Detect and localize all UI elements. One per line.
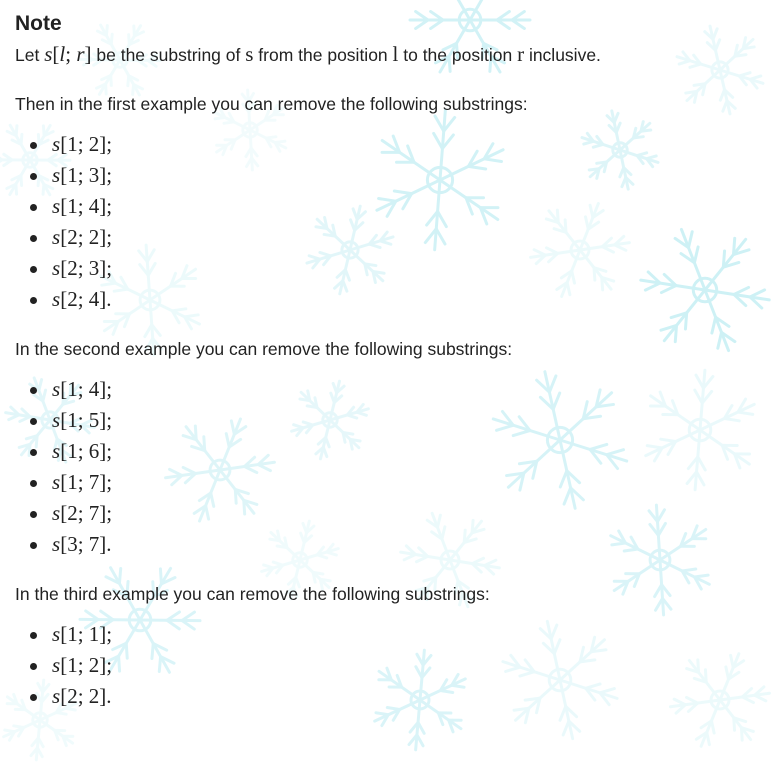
range-end: 3 (88, 256, 100, 280)
list-item (15, 529, 775, 560)
range-start: 1 (67, 377, 78, 401)
range-start: 1 (67, 163, 78, 187)
substring-list (15, 129, 775, 315)
substring-range: s[2; 4]. (52, 287, 112, 311)
range-end: 4 (88, 194, 100, 218)
bullet-icon (30, 266, 37, 273)
list-punctuation: ; (106, 256, 113, 280)
substring-notation: s[l; r] (44, 42, 92, 66)
range-end: 6 (88, 439, 100, 463)
substring-range: s[2; 7]; (52, 501, 113, 525)
list-item (15, 253, 775, 284)
substring-range: s[2; 2]; (52, 225, 113, 249)
substring-range: s[2; 2]. (52, 684, 112, 708)
range-end: 7 (88, 501, 100, 525)
bullet-icon (30, 632, 37, 639)
range-end: 2 (88, 225, 100, 249)
list-item (15, 374, 775, 405)
list-item (15, 191, 775, 222)
list-item (15, 467, 775, 498)
list-punctuation: ; (106, 377, 113, 401)
note-section (15, 10, 775, 712)
range-end: 4 (88, 377, 100, 401)
list-item (15, 619, 775, 650)
bullet-icon (30, 204, 37, 211)
list-punctuation: ; (106, 439, 113, 463)
range-start: 1 (67, 653, 78, 677)
list-item (15, 405, 775, 436)
list-punctuation: ; (106, 470, 113, 494)
list-item (15, 284, 775, 315)
substring-range: s[1; 2]; (52, 653, 113, 677)
example-heading: In the third example you can remove the following substrings: (15, 584, 490, 604)
bullet-icon (30, 663, 37, 670)
list-punctuation: ; (106, 622, 113, 646)
bullet-icon (30, 542, 37, 549)
list-item (15, 498, 775, 529)
range-start: 1 (67, 470, 78, 494)
range-end: 2 (88, 684, 100, 708)
range-start: 2 (67, 501, 78, 525)
list-punctuation: . (106, 532, 112, 556)
bullet-icon (30, 694, 37, 701)
bullet-icon (30, 418, 37, 425)
intro-paragraph: Let s[l; r] be the substring of s from the position l to the position r inclusive. (15, 42, 601, 66)
substring-range: s[1; 6]; (52, 439, 113, 463)
var-r: r (517, 42, 525, 66)
list-punctuation: ; (106, 194, 113, 218)
range-start: 2 (67, 287, 78, 311)
list-punctuation: . (106, 684, 112, 708)
substring-range: s[1; 3]; (52, 163, 113, 187)
range-end: 5 (88, 408, 100, 432)
bullet-icon (30, 511, 37, 518)
range-start: 1 (67, 622, 78, 646)
bullet-icon (30, 142, 37, 149)
substring-range: s[1; 4]; (52, 377, 113, 401)
list-punctuation: . (106, 287, 112, 311)
list-item (15, 681, 775, 712)
bullet-icon (30, 480, 37, 487)
substring-range: s[1; 1]; (52, 622, 113, 646)
substring-range: s[1; 4]; (52, 194, 113, 218)
range-end: 7 (88, 470, 100, 494)
range-start: 3 (67, 532, 78, 556)
bullet-icon (30, 387, 37, 394)
note-title: Note (15, 12, 62, 35)
range-start: 2 (67, 256, 78, 280)
substring-list (15, 619, 775, 712)
bullet-icon (30, 449, 37, 456)
list-item (15, 222, 775, 253)
bullet-icon (30, 235, 37, 242)
list-punctuation: ; (106, 132, 113, 156)
substring-range: s[1; 7]; (52, 470, 113, 494)
example-heading: Then in the first example you can remove the following substrings: (15, 94, 528, 114)
list-item (15, 129, 775, 160)
list-punctuation: ; (106, 225, 113, 249)
list-item (15, 160, 775, 191)
examples-container (15, 90, 775, 712)
range-start: 1 (67, 132, 78, 156)
bullet-icon (30, 173, 37, 180)
substring-range: s[3; 7]. (52, 532, 112, 556)
list-punctuation: ; (106, 408, 113, 432)
range-end: 7 (88, 532, 100, 556)
range-end: 2 (88, 653, 100, 677)
range-end: 3 (88, 163, 100, 187)
range-start: 2 (67, 225, 78, 249)
range-start: 1 (67, 194, 78, 218)
range-start: 1 (67, 439, 78, 463)
range-end: 2 (88, 132, 100, 156)
substring-range: s[1; 5]; (52, 408, 113, 432)
list-item (15, 650, 775, 681)
substring-range: s[2; 3]; (52, 256, 113, 280)
list-punctuation: ; (106, 163, 113, 187)
example-heading: In the second example you can remove the following substrings: (15, 339, 513, 359)
intro-prefix: Let (15, 45, 45, 65)
range-end: 1 (88, 622, 100, 646)
substring-list (15, 374, 775, 560)
list-item (15, 436, 775, 467)
substring-range: s[1; 2]; (52, 132, 113, 156)
var-l: l (392, 42, 399, 66)
range-end: 4 (88, 287, 100, 311)
list-punctuation: ; (106, 501, 113, 525)
range-start: 1 (67, 408, 78, 432)
var-s: s (245, 42, 254, 66)
bullet-icon (30, 297, 37, 304)
list-punctuation: ; (106, 653, 113, 677)
range-start: 2 (67, 684, 78, 708)
